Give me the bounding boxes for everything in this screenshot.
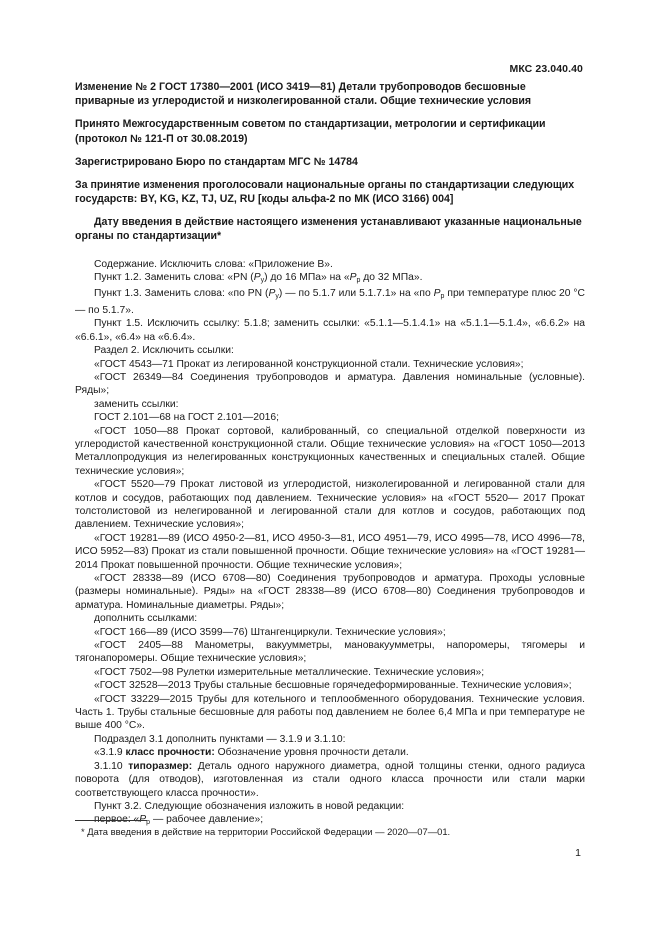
paragraph: «ГОСТ 1050—88 Прокат сортовой, калиброванный, со специальной отделкой поверхности из углеродистой качественной конструкционной стали. Общие технические условия» на «ГОСТ 1050—2013 Металлопродукция из нелегированных конструкционных качественных и специальных сталей. Общие технические условия»; [75,425,585,477]
paragraph: Раздел 2. Исключить ссылки: [94,345,234,357]
paragraph: «ГОСТ 33229—2015 Трубы для котельного и теплообменного оборудования. Технические условия. Часть 1. Трубы стальные бесшовные для работы под давлением не более 6,4 МПа и при температуре не выше 400 °С». [75,693,585,732]
paragraph: Пункт 1.3. Заменить слова: «по PN $(P_у)$ — по 5.1.7 или 5.1.7.1» на «по $P_р$ при температуре плюс 20 °С — по 5.1.7». [75,288,585,316]
change-title: Изменение № 2 ГОСТ 17380—2001 (ИСО 3419—81) Детали трубопроводов бесшовные приварные из углеродистой и низколегированной стали. Общие технические условия [75,81,532,108]
paragraph: «ГОСТ 4543—71 Прокат из легированной конструкционной стали. Технические условия»; [94,358,524,370]
adopted-statement: Принято Межгосударственным советом по стандартизации, метрологии и сертификации (протокол № 121-П от 30.08.2019) [75,118,546,145]
paragraph: «ГОСТ 5520—79 Прокат листовой из углеродистой, низколегированной и легированной стали для котлов и сосудов, работающих под давлением. Технические условия» на «ГОСТ 5520— 2017 Прокат толстолистовой из нелегированной и легированной стали для котлов и сосудов, работающих под давлением. Технические условия»; [75,479,585,531]
paragraph: «ГОСТ 32528—2013 Трубы стальные бесшовные горячедеформированные. Технические условия»; [94,680,572,692]
amendment-body [75,258,585,830]
paragraph: «ГОСТ 166—89 (ИСО 3599—76) Штангенциркули. Технические условия»; [94,626,446,638]
paragraph: «ГОСТ 7502—98 Рулетки измерительные металлические. Технические условия»; [94,666,485,678]
paragraph: заменить ссылки: [94,398,179,410]
voting-statement: За принятие изменения проголосовали национальные органы по стандартизации следующих государств: BY, KG, KZ, TJ, UZ, RU [коды альфа-2 по МК (ИСО 3166) 004] [75,178,575,205]
paragraph: «3.1.9 класс прочности: Обозначение уровня прочности детали. [94,747,409,759]
classification-code: МКС 23.040.40 [509,63,583,75]
paragraph: Пункт 1.2. Заменить слова: «PN $(P_у)$ до 16 МПа» на «$P_р$ до 32 МПа». [94,272,423,285]
paragraph: первое: «$P_р$ — рабочее давление»; [94,814,264,827]
paragraph: Подраздел 3.1 дополнить пунктами — 3.1.9 и 3.1.10: [94,733,346,745]
paragraph: 3.1.10 типоразмер: Деталь одного наружного диаметра, одной толщины стенки, одного радиуса поворота (для отводов), изготовленная из стали одного класса прочности или стали марки соответствующего класса прочности». [75,760,585,799]
paragraph: «ГОСТ 19281—89 (ИСО 4950-2—81, ИСО 4950-3—81, ИСО 4951—79, ИСО 4995—78, ИСО 4996—78, ИСО 5952—83) Прокат из стали повышенной прочности. Общие технические условия» на «ГОСТ 19281—2014 Прокат повышенной прочности. Общие технические условия»; [75,532,585,571]
paragraph: Пункт 3.2. Следующие обозначения изложить в новой редакции: [94,800,405,812]
registration-statement: Зарегистрировано Бюро по стандартам МГС № 14784 [75,155,358,168]
paragraph: ГОСТ 2.101—68 на ГОСТ 2.101—2016; [94,412,279,424]
effective-date-statement: Дату введения в действие настоящего изменения устанавливают указанные национальные органы по стандартизации* [75,215,582,243]
paragraph: «ГОСТ 26349—84 Соединения трубопроводов и арматура. Давления номинальные (условные). Ряды»; [75,371,585,397]
footnote-separator [75,820,147,821]
paragraph: Содержание. Исключить слова: «Приложение В». [94,258,333,270]
paragraph: «ГОСТ 2405—88 Манометры, вакуумметры, мановакуумметры, напоромеры, тягомеры и тягонапоромеры. Общие технические условия»; [75,640,585,665]
paragraph: Пункт 1.5. Исключить ссылку: 5.1.8; заменить ссылки: «5.1.1—5.1.4.1» на «5.1.1—5.1.4», «6.6.2» на «6.6.1», «6.4» на «6.6.4». [75,318,585,343]
paragraph: дополнить ссылками: [94,613,198,625]
footnote: * Дата введения в действие на территории Российской Федерации — 2020—07—01. [81,826,451,837]
paragraph: «ГОСТ 28338—89 (ИСО 6708—80) Соединения трубопроводов и арматура. Проходы условные (размеры номинальные). Ряды» на «ГОСТ 28338—89 (ИСО 6708—80) Соединения трубопроводов и арматура. Номинальные диаметры. Ряды»; [75,573,585,611]
main-content [75,80,585,830]
page-number: 1 [575,847,581,859]
